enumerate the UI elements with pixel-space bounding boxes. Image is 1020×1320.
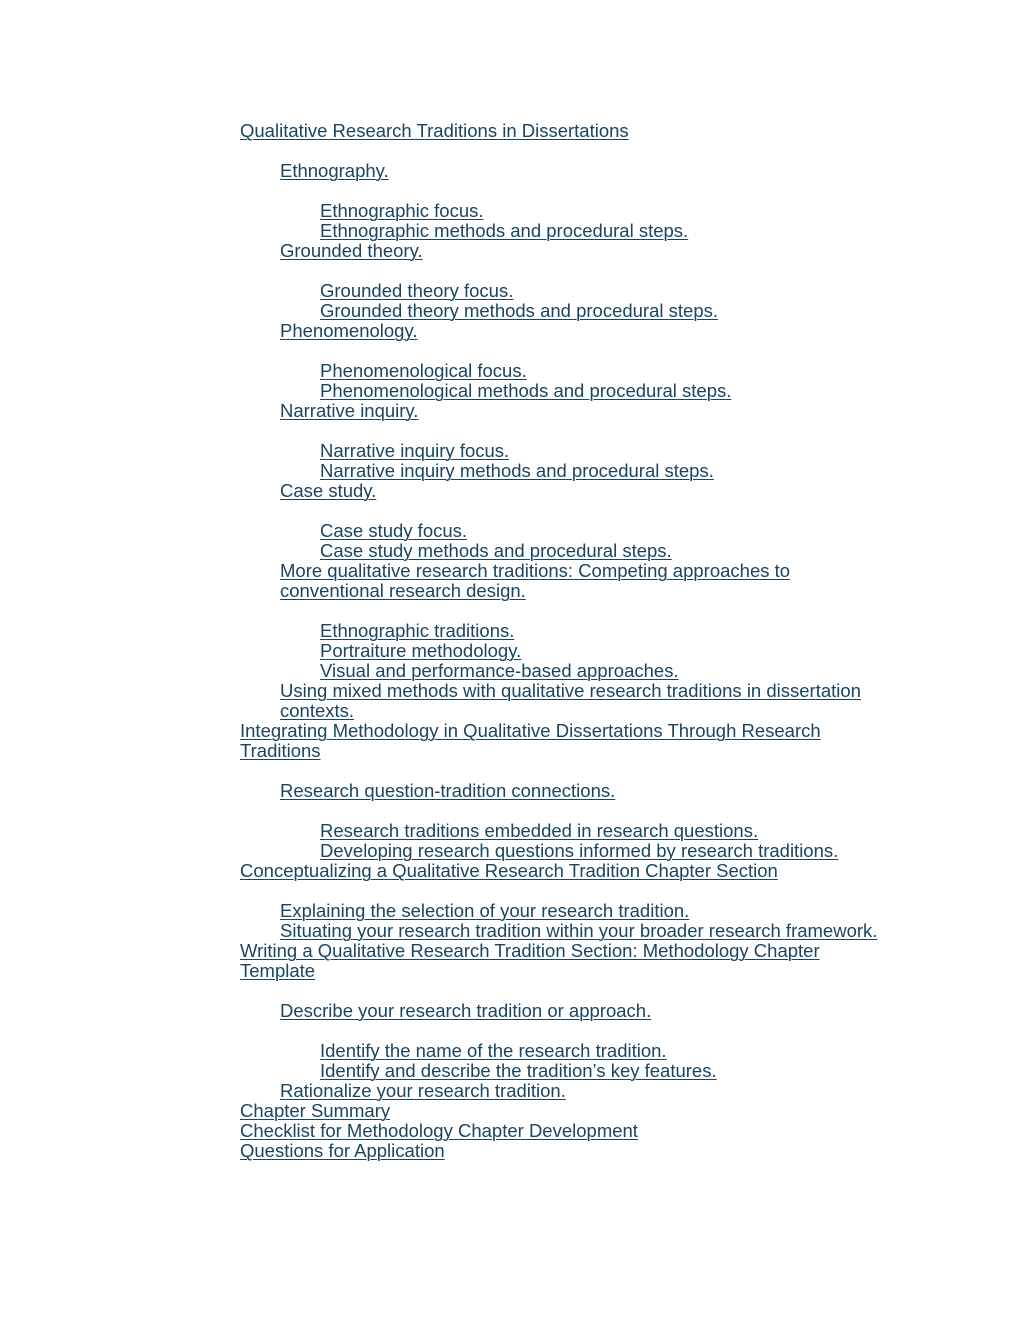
toc-link-level-3[interactable]: Portraiture methodology. — [320, 640, 522, 661]
toc-link-level-2[interactable]: Situating your research tradition within your broader research framework. — [280, 920, 878, 941]
toc-link-level-1[interactable]: Qualitative Research Traditions in Dissertations — [240, 120, 629, 141]
toc-link-level-1[interactable]: Integrating Methodology in Qualitative Dissertations Through Research Traditions — [240, 720, 821, 761]
toc-link-level-2[interactable]: Phenomenology. — [280, 320, 418, 341]
toc-link-level-1[interactable]: Writing a Qualitative Research Tradition Section: Methodology Chapter Template — [240, 940, 820, 981]
toc-link-level-2[interactable]: More qualitative research traditions: Competing approaches to conventional research design. — [280, 560, 791, 601]
toc-link-level-3[interactable]: Identify the name of the research tradition. — [320, 1040, 667, 1061]
toc-link-level-3[interactable]: Narrative inquiry methods and procedural steps. — [320, 460, 714, 481]
toc-link-level-2[interactable]: Ethnography. — [280, 160, 389, 181]
toc-link-level-3[interactable]: Ethnographic methods and procedural steps. — [320, 220, 689, 241]
toc-link-level-3[interactable]: Developing research questions informed by research traditions. — [320, 840, 839, 861]
toc-link-level-3[interactable]: Phenomenological methods and procedural steps. — [320, 380, 732, 401]
toc-link-level-3[interactable]: Phenomenological focus. — [320, 360, 527, 381]
toc-link-level-2[interactable]: Case study. — [280, 480, 377, 501]
table-of-contents — [240, 121, 885, 1161]
toc-link-level-3[interactable]: Visual and performance-based approaches. — [320, 660, 679, 681]
toc-link-level-3[interactable]: Research traditions embedded in research questions. — [320, 820, 759, 841]
toc-link-level-3[interactable]: Case study methods and procedural steps. — [320, 540, 672, 561]
toc-link-level-3[interactable]: Ethnographic focus. — [320, 200, 484, 221]
toc-link-level-3[interactable]: Ethnographic traditions. — [320, 620, 515, 641]
toc-link-level-2[interactable]: Rationalize your research tradition. — [280, 1080, 566, 1101]
toc-link-level-2[interactable]: Using mixed methods with qualitative research traditions in dissertation contexts. — [280, 680, 861, 721]
toc-link-level-1[interactable]: Checklist for Methodology Chapter Development — [240, 1120, 638, 1141]
toc-link-level-3[interactable]: Grounded theory focus. — [320, 280, 514, 301]
toc-link-level-3[interactable]: Identify and describe the tradition’s key features. — [320, 1060, 717, 1081]
toc-link-level-3[interactable]: Case study focus. — [320, 520, 468, 541]
toc-link-level-2[interactable]: Grounded theory. — [280, 240, 423, 261]
toc-link-level-1[interactable]: Conceptualizing a Qualitative Research Tradition Chapter Section — [240, 860, 778, 881]
toc-link-level-2[interactable]: Narrative inquiry. — [280, 400, 419, 421]
toc-link-level-2[interactable]: Research question-tradition connections. — [280, 780, 616, 801]
toc-link-level-2[interactable]: Explaining the selection of your research tradition. — [280, 900, 690, 921]
toc-link-level-3[interactable]: Narrative inquiry focus. — [320, 440, 510, 461]
toc-link-level-2[interactable]: Describe your research tradition or approach. — [280, 1000, 652, 1021]
toc-link-level-1[interactable]: Questions for Application — [240, 1140, 445, 1161]
toc-link-level-3[interactable]: Grounded theory methods and procedural steps. — [320, 300, 718, 321]
toc-link-level-1[interactable]: Chapter Summary — [240, 1100, 391, 1121]
